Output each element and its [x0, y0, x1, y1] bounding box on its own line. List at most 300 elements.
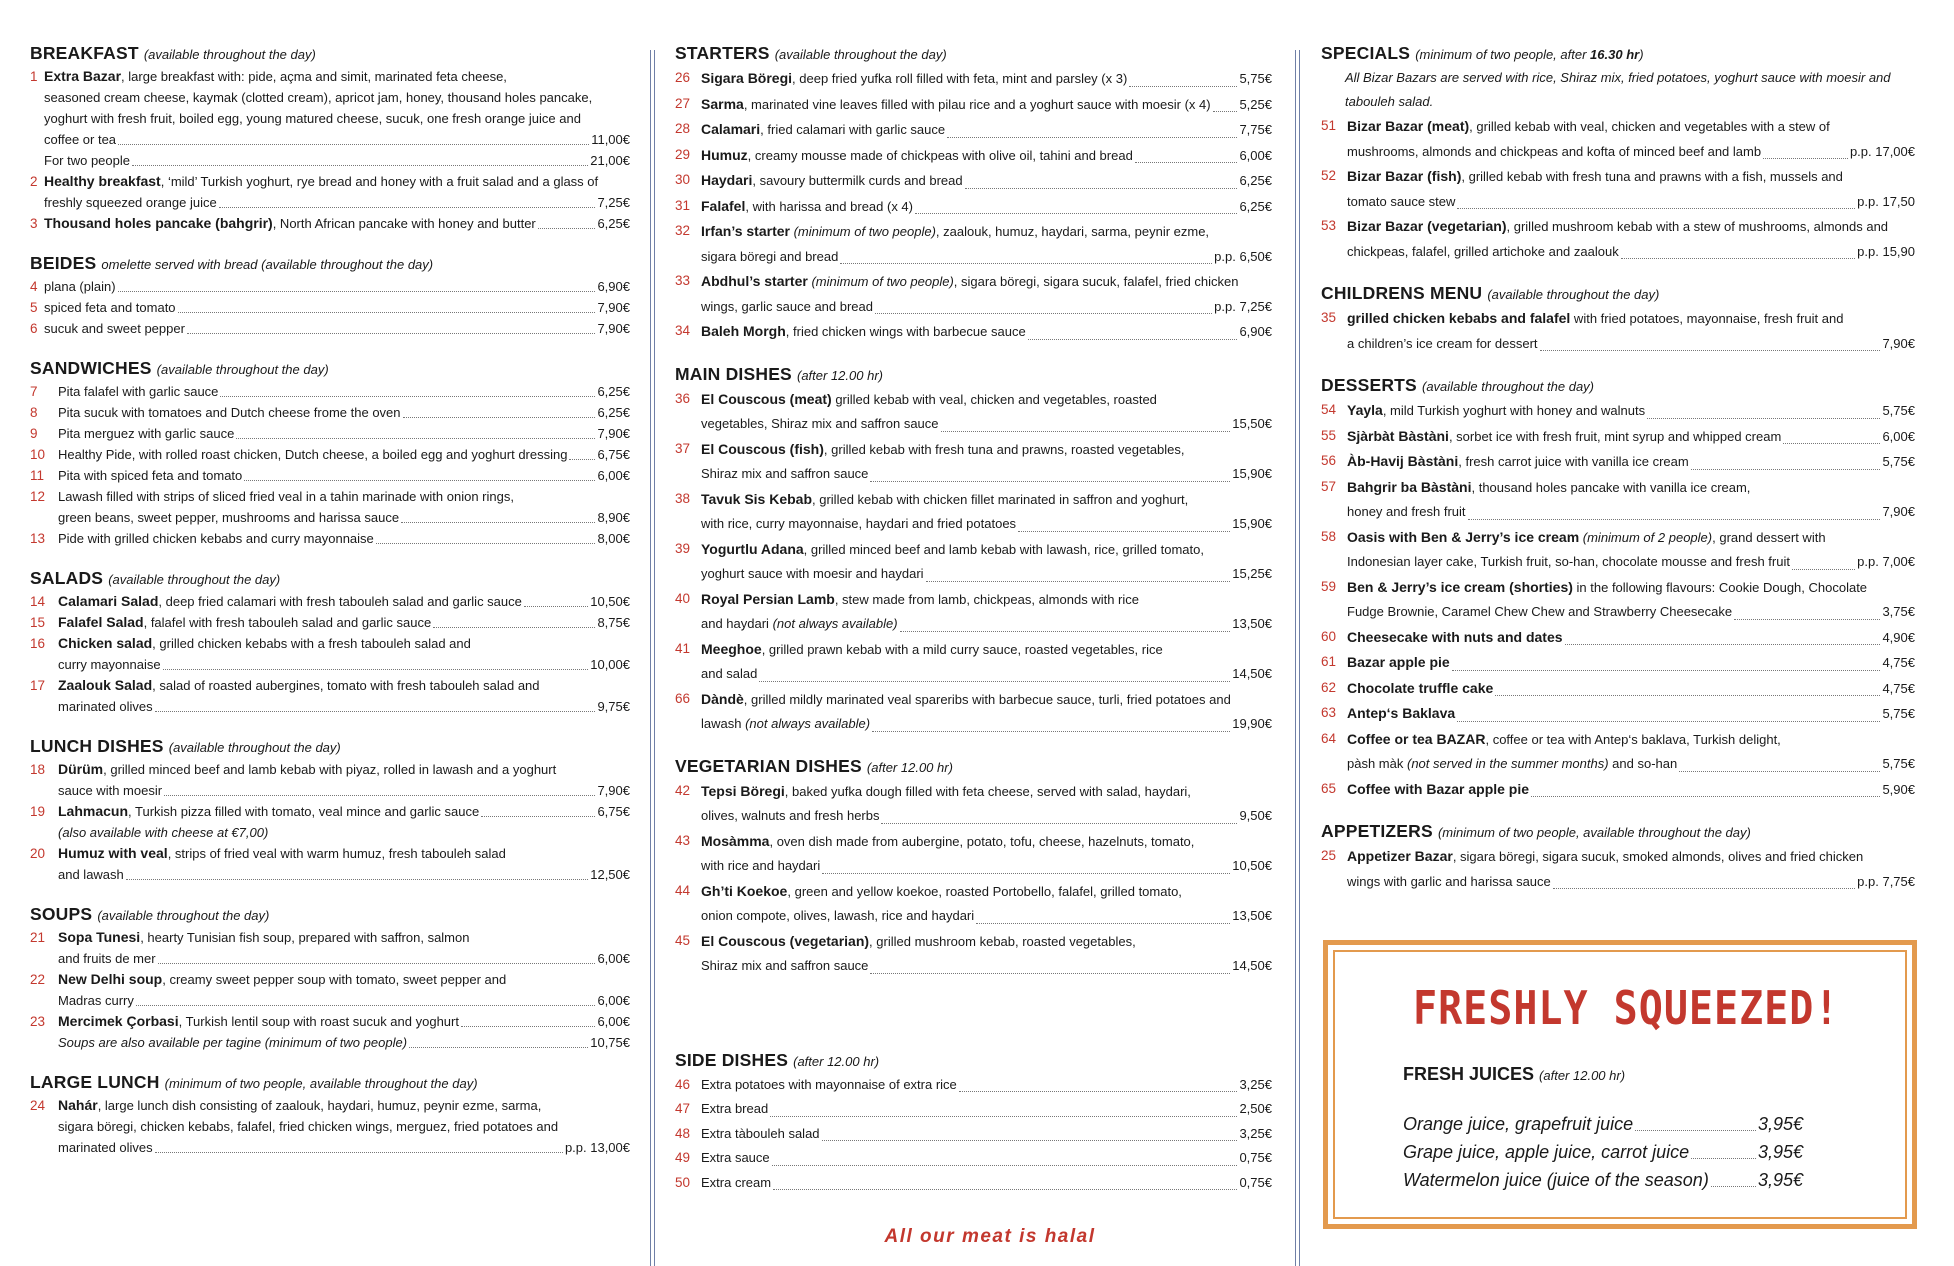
item-line-text	[58, 1095, 541, 1116]
menu-item	[30, 528, 630, 549]
item-line	[1347, 525, 1915, 551]
dot-leader	[941, 431, 1231, 432]
item-desc: Extra bread	[701, 1101, 769, 1116]
item-desc: , grilled mushroom kebab, roasted vegetables,	[869, 933, 1136, 949]
section-note: All Bizar Bazars are served with rice, Shiraz mix, fried potatoes, yoghurt sauce with moesir and tabouleh salad.	[1345, 70, 1891, 109]
menu-item	[30, 759, 630, 801]
item-text	[58, 801, 630, 843]
dot-leader	[244, 480, 595, 481]
juice-name: Grape juice, apple juice, carrot juice	[1403, 1142, 1690, 1162]
dot-leader	[1452, 670, 1881, 671]
dot-leader	[1711, 1186, 1756, 1187]
item-name: Antep‘s Baklava	[1347, 705, 1456, 721]
section-heading	[675, 363, 1272, 387]
menu-item	[675, 319, 1272, 345]
item-number: 55	[1321, 427, 1337, 443]
section-subtitle	[157, 362, 329, 377]
item-desc: , grilled kebab with veal, chicken and vegetables with a stew of	[1469, 119, 1830, 134]
item-desc: green beans, sweet pepper, mushrooms and harissa sauce	[58, 510, 400, 525]
item-line-text	[1347, 306, 1843, 332]
item-name: Falafel Salad	[58, 614, 144, 630]
item-line-text	[701, 1122, 820, 1147]
dot-leader	[1679, 771, 1880, 772]
item-line	[58, 444, 630, 465]
item-number: 49	[675, 1150, 691, 1165]
item-line-text	[701, 295, 873, 320]
item-line	[44, 276, 630, 297]
item-line-text	[44, 66, 507, 87]
item-line-text	[1347, 240, 1619, 265]
menu-item	[30, 402, 630, 423]
item-name: Cheesecake with nuts and dates	[1347, 628, 1563, 645]
item-text	[701, 437, 1272, 487]
item-line	[58, 843, 630, 864]
dot-leader	[872, 731, 1230, 732]
item-text	[1347, 650, 1915, 676]
item-number: 18	[30, 762, 46, 777]
dot-leader	[136, 1005, 596, 1006]
item-price: 3,25€	[1239, 1125, 1272, 1141]
item-price: 6,00€	[597, 951, 630, 966]
item-price: 7,90€	[597, 321, 630, 336]
item-number: 54	[1321, 402, 1337, 417]
item-text	[701, 929, 1272, 979]
item-name: Chocolate truffle cake	[1347, 679, 1494, 696]
item-number: 40	[675, 590, 691, 606]
item-line-text	[701, 904, 974, 929]
item-price: 14,50€	[1232, 958, 1272, 973]
menu-item	[1321, 449, 1915, 475]
menu-item	[675, 168, 1272, 194]
item-line-text	[1347, 676, 1493, 702]
item-name: Healthy breakfast	[44, 173, 161, 189]
menu-section	[30, 252, 630, 339]
menu-item	[30, 843, 630, 885]
item-number: 24	[30, 1098, 46, 1113]
menu-item	[30, 318, 630, 339]
item-text	[1347, 676, 1915, 702]
menu-item	[675, 66, 1272, 92]
item-line	[701, 587, 1272, 613]
dot-leader	[187, 333, 596, 334]
item-line-text	[1347, 701, 1455, 727]
dot-leader	[875, 313, 1212, 314]
dot-leader	[1565, 644, 1881, 645]
section-subtitle-text: (available throughout the day)	[1422, 379, 1595, 394]
item-line-text	[58, 948, 156, 969]
item-text	[58, 612, 630, 633]
item-text	[701, 168, 1272, 194]
item-text	[1347, 525, 1915, 575]
item-desc: yoghurt sauce with moesir and haydari	[701, 566, 924, 581]
item-desc: , with harissa and bread (x 4)	[745, 198, 913, 214]
item-price: 10,50€	[1232, 858, 1272, 873]
item-text	[701, 143, 1272, 169]
item-desc: , Turkish pizza filled with tomato, veal mince and garlic sauce	[128, 804, 480, 819]
menu-item	[675, 1097, 1272, 1122]
item-name: Tepsi Böregi	[701, 782, 785, 799]
item-line-text	[1347, 500, 1466, 525]
item-price: 6,00€	[597, 468, 630, 483]
item-line-text	[701, 92, 1211, 118]
item-line	[1347, 625, 1915, 651]
item-desc: Madras curry	[58, 993, 134, 1008]
item-price: 9,50€	[1239, 808, 1272, 823]
item-text	[1347, 701, 1915, 727]
item-line-text	[58, 675, 540, 696]
item-line	[44, 318, 630, 339]
item-number: 1	[30, 69, 38, 84]
item-line	[58, 654, 630, 675]
menu-item	[30, 969, 630, 1011]
item-desc: vegetables, Shiraz mix and saffron sauce	[701, 416, 939, 431]
item-name: Yayla	[1347, 402, 1383, 418]
section-heading	[1321, 282, 1915, 306]
item-number: 6	[30, 321, 38, 336]
item-number: 65	[1321, 780, 1337, 796]
item-name: Coffee or tea BAZAR	[1347, 730, 1486, 747]
item-line	[1347, 449, 1915, 475]
item-name: Sopa Tunesi	[58, 929, 141, 945]
menu-item	[675, 637, 1272, 687]
item-line	[58, 864, 630, 885]
item-price: 6,00€	[1239, 147, 1272, 163]
item-line-text	[58, 633, 471, 654]
item-line-text	[701, 437, 1185, 463]
item-price: 7,90€	[1882, 504, 1915, 519]
item-line-text	[701, 929, 1136, 955]
item-desc: , fried chicken wings with barbecue sauce	[785, 324, 1026, 339]
dot-leader	[1621, 258, 1855, 259]
item-name: Baleh Morgh	[701, 323, 786, 339]
item-price: p.p. 17,00€	[1849, 143, 1915, 159]
item-name: El Couscous (vegetarian)	[701, 932, 870, 949]
dot-leader	[569, 459, 595, 460]
item-number: 47	[675, 1101, 691, 1116]
dot-leader	[155, 1152, 563, 1153]
item-name: Mercimek Çorbasi	[58, 1013, 179, 1029]
section-subtitle-text: (available throughout the day)	[97, 908, 270, 923]
item-line	[58, 1011, 630, 1032]
section-title: STARTERS	[675, 43, 770, 63]
item-number: 59	[1321, 578, 1337, 594]
item-number: 7	[30, 384, 38, 399]
item-line-text	[701, 66, 1127, 92]
item-line-text	[1347, 870, 1551, 895]
menu-item	[675, 487, 1272, 537]
item-name: Àb-Havij Bàstàni	[1347, 453, 1459, 469]
item-desc: , grilled chicken kebabs with a fresh tabouleh salad and	[152, 636, 471, 651]
item-text	[1347, 214, 1915, 264]
section-subtitle-text: (minimum of two people, available throughout the day)	[1437, 825, 1751, 840]
menu-item	[1321, 114, 1915, 164]
dot-leader	[1540, 350, 1881, 351]
item-number: 11	[30, 468, 45, 483]
item-line	[1347, 701, 1915, 727]
dot-leader	[1635, 1130, 1756, 1131]
section-title: DESSERTS	[1321, 375, 1417, 395]
item-desc: grilled kebab with veal, chicken and vegetables, roasted	[831, 391, 1157, 407]
item-line	[701, 92, 1272, 118]
menu-item	[30, 612, 630, 633]
item-desc: Soups are also available per tagine (minimum of two people)	[58, 1035, 408, 1050]
section-subtitle	[1487, 287, 1659, 302]
item-line	[58, 1137, 630, 1158]
section-title: CHILDRENS MENU	[1321, 283, 1483, 303]
item-name: Calamari	[701, 121, 761, 137]
dot-leader	[772, 1165, 1238, 1166]
section-subtitle-text: (available throughout the day)	[168, 740, 341, 755]
item-text	[1347, 449, 1915, 475]
menu-section	[1321, 282, 1915, 356]
menu-section	[675, 363, 1272, 737]
item-price: 6,75€	[597, 804, 630, 819]
item-line-text	[701, 219, 1209, 245]
section-heading	[675, 42, 1272, 66]
item-desc: , salad of roasted aubergines, tomato with fresh tabouleh salad and	[152, 678, 540, 693]
item-line	[1347, 500, 1915, 525]
item-line-text	[58, 402, 401, 423]
item-name: grilled chicken kebabs and falafel	[1347, 310, 1571, 326]
item-desc: Extra cream	[701, 1174, 772, 1190]
item-text	[58, 969, 630, 1011]
item-price: 13,50€	[1232, 908, 1272, 923]
item-desc: Extra sauce	[701, 1150, 770, 1165]
section-title: SPECIALS	[1321, 43, 1411, 63]
item-desc: Extra tàbouleh salad	[701, 1125, 820, 1141]
item-name: Royal Persian Lamb	[701, 590, 835, 607]
item-desc: , stew made from lamb, chickpeas, almonds with rice	[834, 591, 1139, 607]
section-subtitle-time: 16.30 hr	[1590, 47, 1640, 62]
item-number: 27	[675, 95, 691, 111]
item-price: 6,90€	[1239, 324, 1272, 339]
menu-item	[30, 801, 630, 843]
item-line	[701, 168, 1272, 194]
item-text	[701, 194, 1272, 220]
item-price: 15,25€	[1232, 566, 1272, 581]
item-desc: , baked yufka dough filled with feta cheese, served with salad, haydari,	[784, 783, 1191, 799]
item-line-text	[701, 1171, 771, 1196]
item-desc: , grilled prawn kebab with a mild curry sauce, roasted vegetables, rice	[761, 641, 1163, 657]
section-subtitle	[101, 257, 433, 272]
item-price: 7,25€	[597, 195, 630, 210]
item-name: Bizar Bazar (fish)	[1347, 168, 1462, 184]
item-line-text	[1347, 727, 1781, 753]
item-line-text	[701, 1073, 957, 1098]
item-number: 10	[30, 447, 46, 462]
item-line-text	[58, 990, 134, 1011]
item-number: 64	[1321, 730, 1337, 746]
item-line-text	[701, 662, 757, 687]
menu-section	[675, 1049, 1272, 1196]
item-line-text	[701, 387, 1157, 413]
item-number: 50	[675, 1174, 691, 1190]
item-price: 7,90€	[597, 426, 630, 441]
item-desc: seasoned cream cheese, kaymak (clotted cream), apricot jam, honey, thousand holes pancake,	[44, 90, 593, 105]
item-name: Sarma	[701, 95, 744, 112]
item-desc: and salad	[701, 666, 758, 681]
item-name: Zaalouk Salad	[58, 677, 153, 693]
item-desc: , fried calamari with garlic sauce	[760, 122, 946, 137]
item-line-text	[58, 486, 514, 507]
item-text	[701, 637, 1272, 687]
juice-list	[1403, 1110, 1803, 1194]
menu-item	[675, 269, 1272, 319]
item-line	[1347, 600, 1915, 625]
item-desc: sigara böregi and bread	[701, 248, 839, 264]
juice-name: Watermelon juice (juice of the season)	[1403, 1170, 1709, 1190]
item-name: Appetizer Bazar	[1347, 848, 1453, 864]
item-line-text	[1347, 575, 1867, 601]
menu-item	[30, 675, 630, 717]
item-line	[1347, 650, 1915, 676]
menu-item	[30, 591, 630, 612]
section-subtitle-text: (minimum of two people, after	[1415, 47, 1591, 62]
dot-leader	[1018, 531, 1230, 532]
item-desc: onion compote, olives, lawash, rice and haydari	[701, 908, 975, 923]
dot-leader	[770, 1116, 1237, 1117]
item-desc: Extra potatoes with mayonnaise of extra rice	[701, 1076, 957, 1092]
item-line-text	[701, 804, 879, 829]
item-line	[44, 108, 630, 129]
item-line	[701, 219, 1272, 245]
item-text	[58, 1011, 630, 1053]
item-name: Dürüm	[58, 761, 104, 777]
item-line-text	[1347, 777, 1529, 803]
item-desc: , North African pancake with honey and butter	[272, 216, 536, 231]
menu-section	[1321, 42, 1915, 264]
dot-leader	[870, 481, 1230, 482]
item-line-text	[701, 269, 1239, 295]
item-price: 6,90€	[597, 279, 630, 294]
item-line	[701, 954, 1272, 979]
item-desc: , grilled kebab with fresh tuna and prawns with a fish, mussels and	[1461, 169, 1843, 184]
item-number: 37	[675, 440, 691, 456]
item-number: 56	[1321, 453, 1337, 468]
section-heading	[675, 1049, 1272, 1073]
item-name: Ben & Jerry’s ice cream (shorties)	[1347, 578, 1573, 595]
section-title: SANDWICHES	[30, 358, 152, 378]
dot-leader	[164, 795, 595, 796]
item-desc: plana (plain)	[44, 279, 116, 294]
item-text	[1347, 114, 1915, 164]
item-desc: sigara böregi, chicken kebabs, falafel, fried chicken wings, merguez, fried potatoes and	[58, 1119, 559, 1134]
item-text	[701, 587, 1272, 637]
item-text	[58, 402, 630, 423]
item-name: Yogurtlu Adana	[701, 540, 804, 557]
dot-leader	[220, 396, 595, 397]
dot-leader	[401, 522, 595, 523]
item-price: 15,90€	[1232, 466, 1272, 481]
item-line-text	[701, 637, 1163, 663]
item-name: Falafel	[701, 197, 746, 214]
item-desc: mushrooms, almonds and chickpeas and kofta of minced beef and lamb	[1347, 143, 1762, 159]
item-line	[701, 462, 1272, 487]
menu-item	[30, 171, 630, 213]
dot-leader	[915, 213, 1237, 214]
item-line	[1347, 676, 1915, 702]
item-line	[1347, 164, 1915, 190]
menu-item	[1321, 575, 1915, 625]
menu-item	[675, 779, 1272, 829]
item-desc: Pita with spiced feta and tomato	[58, 468, 243, 483]
item-price: 19,90€	[1232, 716, 1272, 731]
item-desc: with rice, curry mayonnaise, haydari and fried potatoes	[701, 516, 1017, 531]
item-line-text	[58, 1032, 407, 1053]
item-line-text	[701, 537, 1204, 563]
item-line-text	[58, 801, 479, 822]
item-text	[701, 1122, 1272, 1147]
item-line-text	[701, 512, 1016, 537]
menu-item	[1321, 398, 1915, 424]
item-desc: Shiraz mix and saffron sauce	[701, 958, 869, 973]
menu-section	[30, 357, 630, 549]
item-name: Abdhul’s starter	[701, 273, 808, 289]
item-line	[701, 295, 1272, 320]
menu-item	[675, 143, 1272, 169]
menu-item	[1321, 525, 1915, 575]
item-line-text	[58, 591, 522, 612]
item-price: 4,75€	[1882, 655, 1915, 670]
menu-item	[675, 1073, 1272, 1098]
item-number: 60	[1321, 628, 1337, 644]
item-desc: and lawash	[58, 867, 124, 882]
item-line	[1347, 332, 1915, 357]
item-price: p.p. 17,50	[1857, 193, 1915, 209]
item-line	[58, 381, 630, 402]
item-desc: , creamy mousse made of chickpeas with olive oil, tahini and bread	[747, 147, 1133, 163]
fresh-juices-heading-text: FRESH JUICES	[1403, 1064, 1535, 1084]
dot-leader	[1783, 443, 1880, 444]
item-name: Tavuk Sis Kebab	[701, 490, 813, 507]
item-number: 57	[1321, 478, 1337, 494]
item-text	[1347, 424, 1915, 450]
menu-section	[30, 42, 630, 234]
dot-leader	[900, 631, 1231, 632]
item-desc: , hearty Tunisian fish soup, prepared with saffron, salmon	[140, 930, 470, 945]
menu-item	[675, 829, 1272, 879]
item-text	[701, 387, 1272, 437]
menu-item	[30, 1011, 630, 1053]
section-subtitle	[1438, 825, 1751, 840]
item-number: 33	[675, 273, 691, 288]
item-line	[1347, 870, 1915, 895]
item-name: Bizar Bazar (meat)	[1347, 118, 1470, 134]
item-line	[58, 423, 630, 444]
item-line	[701, 1146, 1272, 1171]
item-line-text	[58, 843, 506, 864]
item-text	[1347, 844, 1915, 894]
item-number: 39	[675, 540, 691, 556]
item-desc: Healthy Pide, with rolled roast chicken, Dutch cheese, a boiled egg and yoghurt dressing	[58, 447, 568, 462]
dot-leader	[1457, 721, 1880, 722]
item-desc: For two people	[44, 153, 130, 168]
item-line	[701, 612, 1272, 637]
item-line-text	[701, 487, 1188, 513]
dot-leader	[481, 816, 595, 817]
item-price: p.p. 6,50€	[1214, 248, 1272, 264]
item-line-text	[701, 712, 870, 737]
juice-item	[1403, 1166, 1803, 1194]
juice-item	[1403, 1138, 1803, 1166]
menu-column-right	[1321, 42, 1915, 912]
section-title: VEGETARIAN DISHES	[675, 755, 862, 776]
dot-leader	[126, 879, 588, 880]
item-desc: , green and yellow koekoe, roasted Portobello, falafel, grilled tomato,	[787, 883, 1182, 899]
item-line-text	[1347, 332, 1538, 357]
section-title: LUNCH DISHES	[30, 736, 164, 756]
item-line-text	[58, 381, 218, 402]
